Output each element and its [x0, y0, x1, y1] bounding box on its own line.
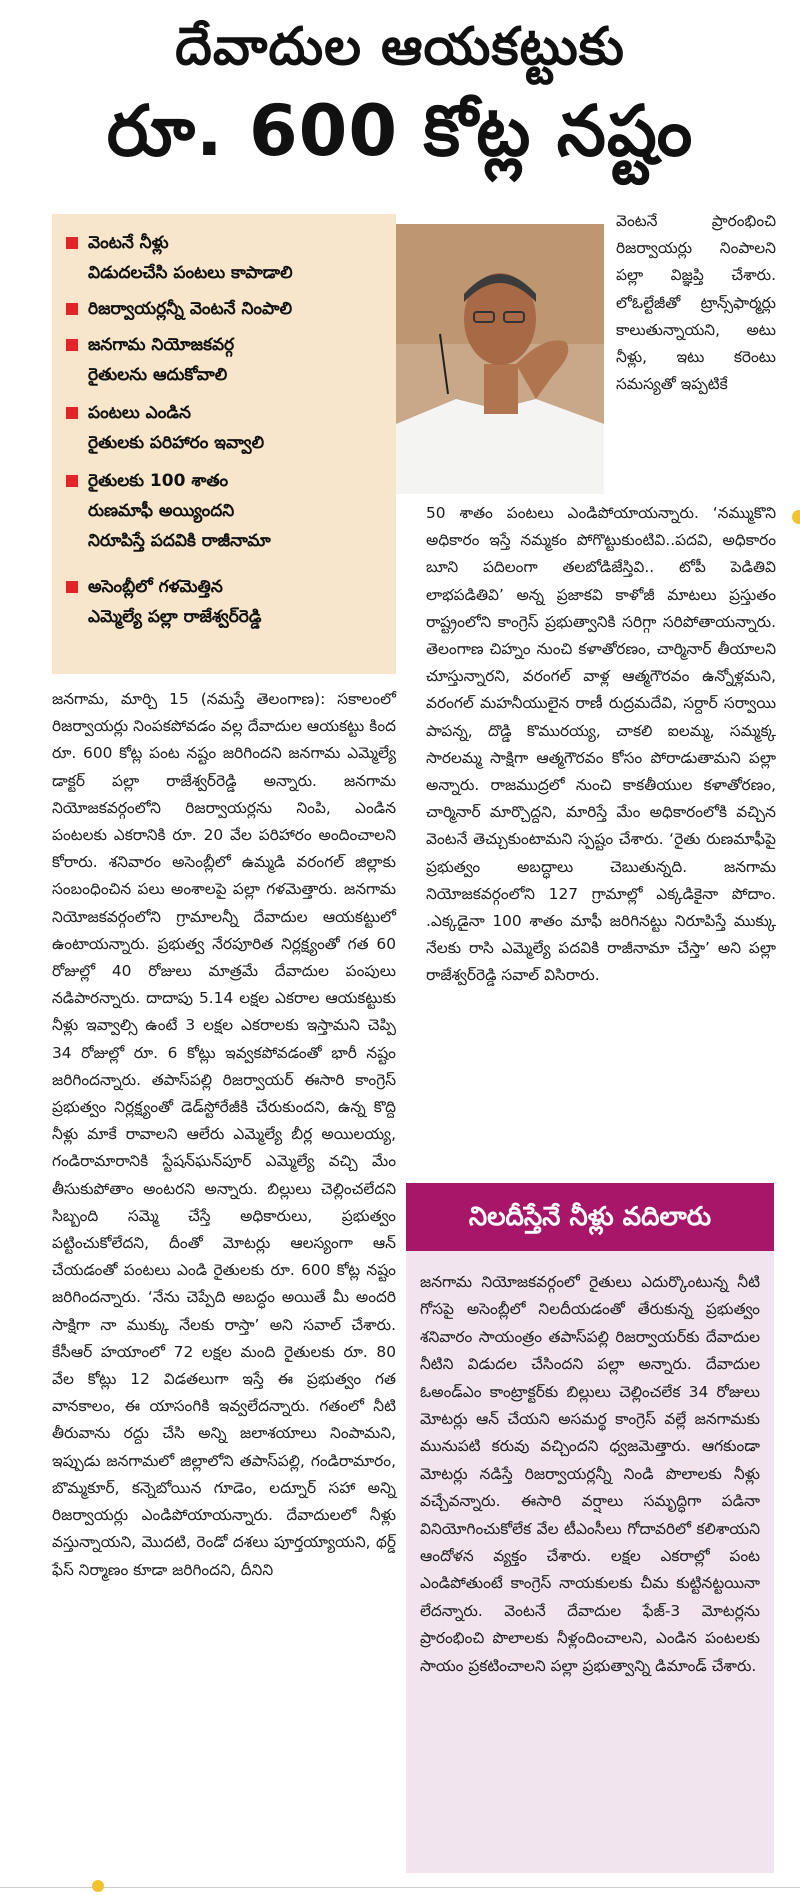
- bullet-square-icon: [66, 303, 78, 315]
- article-paragraph: వెంటనే ప్రారంభించి రిజర్వాయర్లు నింపాలని పల్లా విజ్ఞప్తి చేశారు. లోఓల్టేజీతో ట్రాన్స్‌ఫార్మర్లు కాలుతున్నాయని, అటు నీళ్లు, ఇటు కరెంటు సమస్యతో ఇప్పటికే: [616, 212, 776, 394]
- highlight-text: రుణమాఫీ అయ్యిందని: [88, 501, 235, 521]
- side-story-body: జనగామ నియోజకవర్గంలో రైతులు ఎదుర్కొంటున్న నీటి గోసపై అసెంబ్లీలో నిలదీయడంతో తేరుకున్న ప్రభుత్వం శనివారం సాయంత్రం తపాస్‌పల్లి రిజర్వాయర్‌కు దేవాదుల నీటిని విడుదల చేసిందని పల్లా అన్నారు. దేవాదుల ఓఅండ్‌ఎం కాంట్రాక్టర్‌కు బిల్లులు చెల్లించలేక 34 రోజులు మోటర్లు ఆన్ చేయని అసమర్థ కాంగ్రెస్ వల్లే జనగామకు మునుపటి కరువు వచ్చిందని ధ్వజమెత్తారు. ఆగకుండా మోటర్లు నడిస్తే రిజర్వాయర్లన్నీ నిండి పొలాలకు నీళ్లు వచ్చేవన్నారు. ఈసారి వర్షాలు సమృద్ధిగా పడినా వినియోగించుకోలేక వేల టీఎంసీలు గోదావరిలో కలిశాయని ఆందోళన వ్యక్తం చేశారు. లక్షల ఎకరాల్లో పంట ఎండిపోతుంటే కాంగ్రెస్ నాయకులకు చీమ కుట్టినట్టయినా లేదన్నారు. వెంటనే దేవాదుల ఫేజ్-3 మోటర్లను ప్రారంభించి పొలాలకు నీళ్లందించాలని, ఎండిన పంటలకు సాయం ప్రకటించాలని పల్లా ప్రభుత్వాన్ని డిమాండ్ చేశారు.: [420, 1273, 760, 1675]
- highlight-item: [66, 572, 386, 632]
- bullet-square-icon: [66, 475, 78, 487]
- highlight-text: రిజర్వాయర్లన్నీ వెంటనే నింపాలి: [88, 299, 293, 319]
- bullet-square-icon: [66, 581, 78, 593]
- highlight-text: నిరూపిస్తే పదవికి రాజీనామా: [88, 531, 271, 551]
- portrait-image: [396, 224, 604, 494]
- side-story-box: [406, 1183, 774, 1873]
- article-paragraph: 50 శాతం పంటలు ఎండిపోయాయన్నారు. ‘నమ్ముకొని అధికారం ఇస్తే నమ్మకం పోగొట్టుకుంటివి..పదవి, అధికారం బూని పదిలంగా తలబోడిజేస్తివి.. టోపీ పెడితివి లాభపడితివి’ అన్న ప్రజాకవి కాళోజీ మాటలు ప్రస్తుతం రాష్ట్రంలోని కాంగ్రెస్ ప్రభుత్వానికి సరిగ్గా సరిపోతాయన్నారు. తెలంగాణ చిహ్నం నుంచి కళాతోరణం, చార్మినార్ తీయాలని చూస్తున్నారని, వరంగల్ వాళ్ల ఆత్మగౌరవం ఉన్నోళ్లమని, వరంగల్ మహనీయులైన రాణీ రుద్రమదేవి, సర్దార్ సర్వాయి పాపన్న, దొడ్డి కొమురయ్య, చాకలి ఐలమ్మ, సమ్మక్క సారలమ్మ సాక్షిగా ఆత్మగౌరవం కోసం పోరాడుతామని పల్లా అన్నారు. రాజముద్రలో నుంచి కాకతీయుల కళాతోరణం, చార్మినార్ మార్చొద్దని, మారిస్తే మేం అధికారంలోకి వచ్చిన వెంటనే తెచ్చుకుంటామని స్పష్టం చేశారు. ‘రైతు రుణమాఫీపై ప్రభుత్వం అబద్ధాలు చెబుతున్నది. జనగామ నియోజకవర్గంలోని 127 గ్రామాల్లో ఎక్కడికైనా పోదాం. .ఎక్కడైనా 100 శాతం మాఫీ జరిగినట్టు నిరూపిస్తే ముక్కు నేలకు రాసి ఎమ్మెల్యే పదవికి రాజీనామా చేస్తా’ అని పల్లా రాజేశ్వర్‌రెడ్డి సవాల్ విసిరారు.: [426, 504, 776, 985]
- right-top-column: [616, 208, 776, 398]
- bullet-square-icon: [66, 237, 78, 249]
- highlight-text: వెంటనే నీళ్లు: [88, 233, 169, 253]
- highlight-text: అసెంబ్లీలో గళమెత్తిన: [88, 577, 223, 597]
- highlight-text: రైతులకు 100 శాతం: [88, 471, 229, 491]
- headline-line-2: రూ. 600 కోట్ల నష్టం: [106, 90, 694, 172]
- bullet-square-icon: [66, 407, 78, 419]
- side-story-title: నిలదీస్తేనే నీళ్లు వదిలారు: [406, 1183, 774, 1251]
- highlight-text: రైతులకు పరిహారం ఇవ్వాలి: [88, 433, 265, 453]
- headline-line-1: దేవాదుల ఆయకట్టుకు: [175, 17, 625, 77]
- highlight-item: [66, 228, 386, 288]
- highlight-item: [66, 330, 386, 390]
- decorative-dot-icon: [92, 1880, 104, 1892]
- bottom-rule: [0, 1887, 800, 1888]
- left-column: [52, 686, 396, 1584]
- right-column: [426, 500, 776, 990]
- highlight-text: జనగామ నియోజకవర్గ: [88, 335, 235, 355]
- mla-portrait-photo: [396, 224, 604, 494]
- bullet-square-icon: [66, 339, 78, 351]
- decorative-dot-icon: [792, 510, 800, 524]
- article-paragraph: జనగామ, మార్చి 15 (నమస్తే తెలంగాణ): సకాలంలో రిజర్వాయర్లు నింపకపోవడం వల్ల దేవాదుల ఆయకట్టు కింద రూ. 600 కోట్ల పంట నష్టం జరిగిందని జనగామ ఎమ్మెల్యే డాక్టర్ పల్లా రాజేశ్వర్‌రెడ్డి అన్నారు. జనగామ నియోజకవర్గంలోని రిజర్వాయర్లను నింపి, ఎండిన పంటలకు ఎకరానికి రూ. 20 వేల పరిహారం అందించాలని కోరారు. శనివారం అసెంబ్లీలో ఉమ్మడి వరంగల్ జిల్లాకు సంబంధించిన పలు అంశాలపై పల్లా గళమెత్తారు. జనగామ నియోజకవర్గంలోని గ్రామాలన్నీ దేవాదుల ఆయకట్టులో ఉంటాయన్నారు. ప్రభుత్వ నేరపూరిత నిర్లక్ష్యంతో గత 60 రోజుల్లో 40 రోజులు మాత్రమే దేవాదుల పంపులు నడిపారన్నారు. దాదాపు 5.14 లక్షల ఎకరాల ఆయకట్టుకు నీళ్లు ఇవ్వాల్సి ఉంటే 3 లక్షల ఎకరాలకు ఇస్తామని చెప్పి 34 రోజుల్లో రూ. 6 కోట్లు ఇవ్వకపోవడంతో భారీ నష్టం జరిగిందన్నారు. తపాస్‌పల్లి రిజర్వాయర్ ఈసారి కాంగ్రెస్ ప్రభుత్వం నిర్లక్ష్యంతో డెడ్‌స్టోరేజీకి చేరుకుందని, ఉన్న కొద్ది నీళ్లు మాకే రావాలని ఆలేరు ఎమ్మెల్యే బీర్ల అయిలయ్య, గండిరామారానికి స్టేషన్‌ఘన్‌పూర్ ఎమ్మెల్యే వచ్చి మేం తీసుకుపోతాం అంటరని అన్నారు. బిల్లులు చెల్లించలేదని సిబ్బంది సమ్మె చేస్తే అధికారులు, ప్రభుత్వం పట్టించుకోలేదని, దీంతో మోటర్లు ఆలస్యంగా ఆన్ చేయడంతో పంటలు ఎండి రైతులకు రూ. 600 కోట్ల నష్టం జరిగిందన్నారు. ‘నేను చెప్పేది అబద్ధం అయితే మీ అందరి సాక్షిగా నా ముక్కు నేలకు రాస్తా’ అని సవాల్ చేశారు. కేసీఆర్ హయాంలో 72 లక్షల మంది రైతులకు రూ. 80 వేల కోట్లు 12 విడతలుగా ఇస్తే ఈ ప్రభుత్వం గత వానకాలం, ఈ యాసంగికి ఇవ్వలేదన్నారు. గతంలో నీటి తీరువాను రద్దు చేసి అన్ని జలాశయాలు నింపామని, ఇప్పుడు జనగామలో జిల్లాలోని తపాస్‌పల్లి, గండిరామారం, బొమ్మకూర్, కన్నెబోయిన గూడెం, లద్నూర్ సహా అన్ని రిజర్వాయర్లు ఎండిపోయాయన్నారు. దేవాదులలో నీళ్లు వస్తున్నాయని, మొదటి, రెండో దశలు పూర్తయ్యాయని, థర్డ్ ఫేస్ నిర్మాణం కూడా జరిగిందని, దీనిని: [52, 690, 396, 1579]
- highlight-item: [66, 466, 386, 556]
- highlight-item: [66, 398, 386, 458]
- highlight-text: విడుదలచేసి పంటలు కాపాడాలి: [88, 263, 293, 283]
- highlight-text: పంటలు ఎండిన: [88, 403, 191, 423]
- highlight-text: ఎమ్మెల్యే పల్లా రాజేశ్వర్‌రెడ్డి: [88, 607, 262, 627]
- highlight-item: [66, 294, 386, 324]
- highlight-text: రైతులను ఆదుకోవాలి: [88, 365, 228, 385]
- highlights-box: [52, 214, 396, 674]
